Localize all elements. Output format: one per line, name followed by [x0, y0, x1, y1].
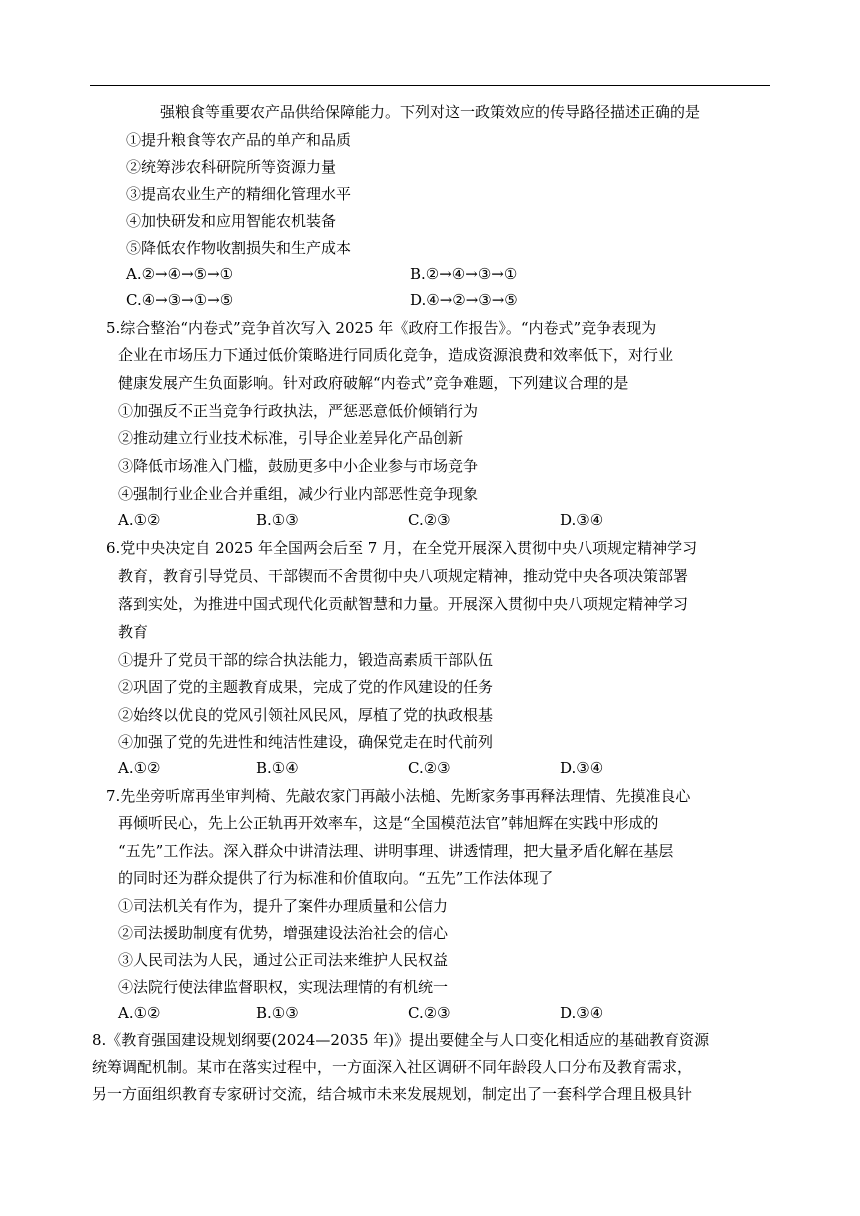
q4-option-d: D.④→②→③→⑤ — [410, 291, 518, 309]
q5-stem-line-2: 企业在市场压力下通过低价策略进行同质化竞争，造成资源浪费和效率低下，对行业 — [118, 346, 674, 364]
q7-option-a: A.①② — [118, 1004, 161, 1022]
q6-option-d: D.③④ — [560, 759, 604, 777]
q5-option-c: C.②③ — [408, 511, 451, 529]
q6-item-4: ④加强了党的先进性和纯洁性建设，确保党走在时代前列 — [118, 733, 494, 751]
q7-stem-line-1: 7.先坐旁听席再坐审判椅、先敲农家门再敲小法槌、先断家务事再释法理情、先摸准良心 — [106, 787, 691, 805]
q7-item-1: ①司法机关有作为，提升了案件办理质量和公信力 — [118, 897, 449, 915]
q8-stem-line-1: 8.《教育强国建设规划纲要(2024—2035 年)》提出要健全与人口变化相适应的基础教育资源 — [92, 1031, 710, 1049]
q4-item-4: ④加快研发和应用智能农机装备 — [126, 212, 337, 230]
q7-item-3: ③人民司法为人民，通过公正司法来维护人民权益 — [118, 951, 449, 969]
q4-option-c: C.④→③→①→⑤ — [126, 291, 234, 309]
q6-item-1: ①提升了党员干部的综合执法能力，锻造高素质干部队伍 — [118, 651, 494, 669]
q4-option-a: A.②→④→⑤→① — [126, 265, 234, 283]
q7-stem-line-3: “五先”工作法。深入群众中讲清法理、讲明事理、讲透情理，把大量矛盾化解在基层 — [118, 842, 674, 860]
q4-item-3: ③提高农业生产的精细化管理水平 — [126, 185, 352, 203]
q6-stem-line-4: 教育 — [118, 623, 149, 641]
q5-item-4: ④强制行业企业合并重组，减少行业内部恶性竞争现象 — [118, 485, 479, 503]
header-rule — [90, 85, 770, 86]
q6-stem-line-3: 落到实处，为推进中国式现代化贡献智慧和力量。开展深入贯彻中央八项规定精神学习 — [118, 595, 689, 613]
q8-stem-line-3: 另一方面组织教育专家研讨交流，结合城市未来发展规划，制定出了一套科学合理且极具针 — [92, 1085, 693, 1103]
q4-item-5: ⑤降低农作物收割损失和生产成本 — [126, 239, 352, 257]
q5-option-a: A.①② — [118, 511, 161, 529]
q4-item-1: ①提升粮食等农产品的单产和品质 — [126, 131, 352, 149]
q5-item-2: ②推动建立行业技术标准，引导企业差异化产品创新 — [118, 429, 464, 447]
q6-item-2: ②巩固了党的主题教育成果，完成了党的作风建设的任务 — [118, 678, 494, 696]
q5-item-3: ③降低市场准入门槛，鼓励更多中小企业参与市场竞争 — [118, 457, 479, 475]
q4-stem-tail: 强粮食等重要农产品供给保障能力。下列对这一政策效应的传导路径描述正确的是 — [160, 103, 701, 121]
q4-item-2: ②统筹涉农科研院所等资源力量 — [126, 158, 337, 176]
q7-option-d: D.③④ — [560, 1004, 604, 1022]
q7-option-b: B.①③ — [256, 1004, 299, 1022]
q7-option-c: C.②③ — [408, 1004, 451, 1022]
q6-option-c: C.②③ — [408, 759, 451, 777]
q5-stem-line-3: 健康发展产生负面影响。针对政府破解“内卷式”竞争难题，下列建议合理的是 — [118, 374, 629, 392]
q6-stem-line-1: 6.党中央决定自 2025 年全国两会后至 7 月，在全党开展深入贯彻中央八项规定精神学习 — [106, 539, 698, 557]
q7-stem-line-2: 再倾听民心，先上公正轨再开效率车，这是“全国模范法官”韩旭辉在实践中形成的 — [118, 814, 659, 832]
q7-item-4: ④法院行使法律监督职权，实现法理情的有机统一 — [118, 978, 449, 996]
q5-item-1: ①加强反不正当竞争行政执法，严惩恶意低价倾销行为 — [118, 402, 479, 420]
q5-option-b: B.①③ — [256, 511, 299, 529]
q8-stem-line-2: 统筹调配机制。某市在落实过程中，一方面深入社区调研不同年龄段人口分布及教育需求， — [92, 1058, 693, 1076]
q5-stem-line-1: 5.综合整治“内卷式”竞争首次写入 2025 年《政府工作报告》。“内卷式”竞争表现为 — [106, 319, 657, 337]
q6-item-3: ②始终以优良的党风引领社风民风，厚植了党的执政根基 — [118, 706, 494, 724]
q7-item-2: ②司法援助制度有优势，增强建设法治社会的信心 — [118, 924, 449, 942]
q6-stem-line-2: 教育，教育引导党员、干部锲而不舍贯彻中央八项规定精神，推动党中央各项决策部署 — [118, 567, 689, 585]
q5-option-d: D.③④ — [560, 511, 604, 529]
q6-option-b: B.①④ — [256, 759, 299, 777]
q6-option-a: A.①② — [118, 759, 161, 777]
q7-stem-line-4: 的同时还为群众提供了行为标准和价值取向。“五先”工作法体现了 — [118, 869, 554, 887]
q4-option-b: B.②→④→③→① — [410, 265, 518, 283]
